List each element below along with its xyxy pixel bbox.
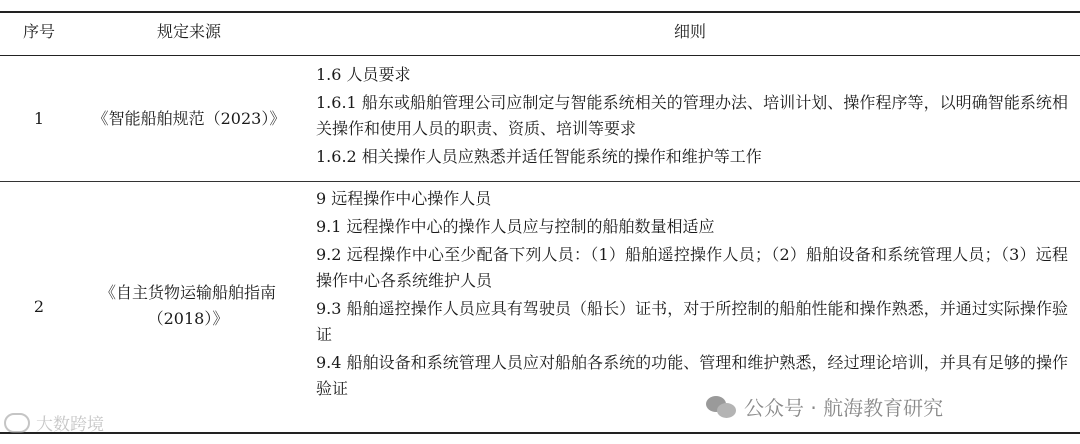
header-no: 序号 bbox=[22, 22, 55, 41]
row-1-source: 《智能船舶规范（2023）》 bbox=[92, 109, 286, 128]
row-2-line-5: 9.4 船舶设备和系统管理人员应对船舶各系统的功能、管理和维护熟悉，经过理论培训，并具有足够的操作验证 bbox=[316, 353, 1068, 398]
row-1-line-3: 1.6.2 相关操作人员应熟悉并适任智能系统的操作和维护等工作 bbox=[316, 147, 762, 166]
header-rules: 细则 bbox=[673, 22, 706, 41]
row-2-details bbox=[316, 186, 1068, 402]
watermark-right bbox=[706, 392, 943, 421]
table-top-rule bbox=[0, 11, 1080, 13]
row-2-line-2: 9.1 远程操作中心的操作人员应与控制的船舶数量相适应 bbox=[316, 217, 715, 236]
wechat-icon bbox=[706, 396, 736, 418]
row-1-line-1: 1.6 人员要求 bbox=[316, 65, 411, 84]
watermark-left bbox=[4, 410, 104, 435]
header-rule bbox=[0, 55, 1080, 56]
header-source: 规定来源 bbox=[156, 22, 221, 41]
row-1-details bbox=[316, 62, 1068, 170]
watermark-right-text: 公众号 · 航海教育研究 bbox=[744, 396, 944, 420]
table-bottom-rule bbox=[0, 432, 1080, 434]
row-2-line-1: 9 远程操作中心操作人员 bbox=[316, 189, 492, 208]
brand-logo-icon bbox=[4, 413, 30, 433]
row-1-line-2: 1.6.1 船东或船舶管理公司应制定与智能系统相关的管理办法、培训计划、操作程序等，以明确智能系统相关操作和使用人员的职责、资质、培训等要求 bbox=[316, 93, 1068, 138]
row-2-source: 《自主货物运输船舶指南（2018）》 bbox=[99, 283, 276, 328]
watermark-left-text: 大数跨境 bbox=[36, 415, 104, 435]
row-2-no: 2 bbox=[33, 297, 45, 316]
row-divider bbox=[0, 181, 1080, 182]
row-1-no: 1 bbox=[33, 109, 45, 128]
row-2-line-3: 9.2 远程操作中心至少配备下列人员：（1）船舶遥控操作人员；（2）船舶设备和系统管理人员；（3）远程操作中心各系统维护人员 bbox=[316, 245, 1068, 290]
row-2-line-4: 9.3 船舶遥控操作人员应具有驾驶员（船长）证书，对于所控制的船舶性能和操作熟悉，并通过实际操作验证 bbox=[316, 299, 1068, 344]
